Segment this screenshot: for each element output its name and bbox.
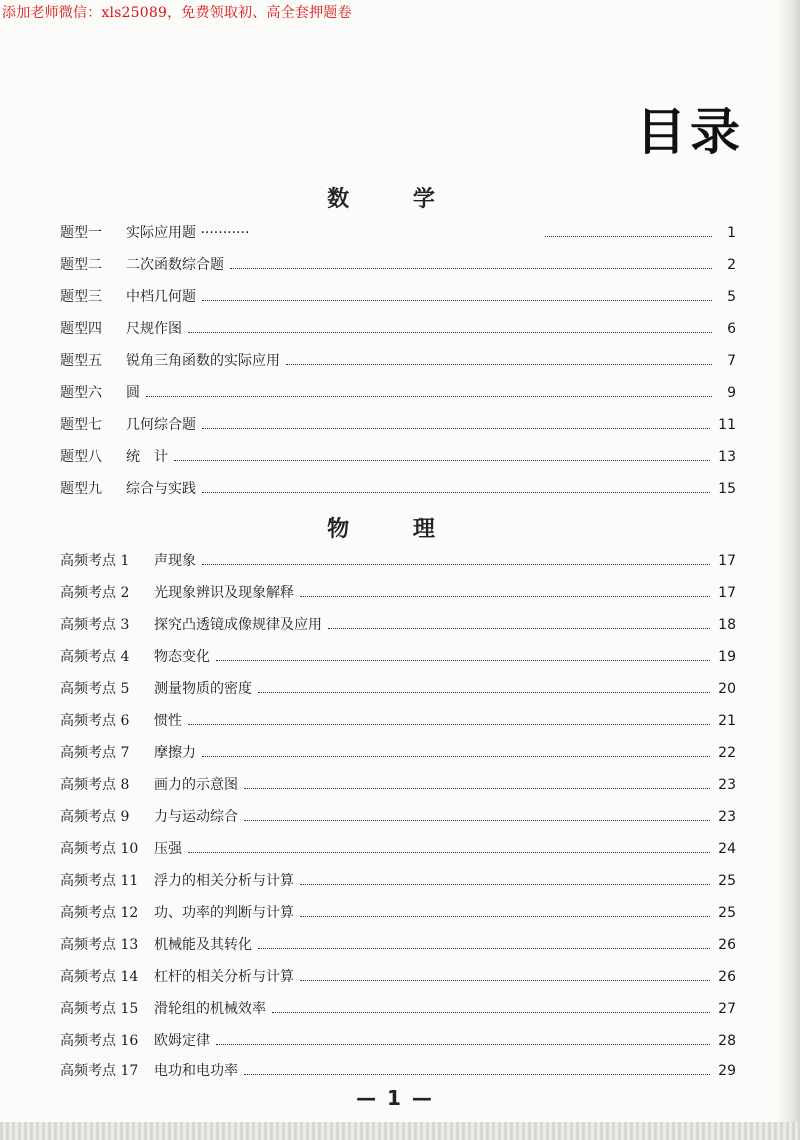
toc-entry-page: 17 [718,585,736,601]
toc-entry-page: 21 [718,713,736,729]
toc-entry-title: 力与运动综合 [154,809,238,825]
toc-entry-title: 尺规作图 [126,321,182,337]
toc-entry-title: 机械能及其转化 [154,937,252,953]
toc-entry-title: 惯性 [154,713,182,729]
dot-leader [174,460,710,461]
toc-entry-page: 25 [718,905,736,921]
toc-entry-page: 27 [718,1001,736,1017]
toc-entry-label: 高频考点 11 [60,873,139,889]
toc-entry-label: 高频考点 15 [60,1001,139,1017]
toc-entry-page: 18 [718,617,736,633]
toc-entry-page: 23 [718,809,736,825]
toc-entry[interactable] [60,870,736,894]
toc-entry-title: 功、功率的判断与计算 [154,905,294,921]
toc-entry[interactable] [60,966,736,990]
toc-entry-title: 中档几何题 [126,289,196,305]
dot-leader [244,788,710,789]
toc-entry-title: 声现象 [154,553,196,569]
dot-leader [202,564,710,565]
section-heading-math: 数 学 [327,187,463,212]
toc-entry-title: 压强 [154,841,182,857]
toc-entry-page: 5 [727,289,736,305]
toc-entry-title: 测量物质的密度 [154,681,252,697]
toc-entry-label: 高频考点 1 [60,553,130,569]
toc-entry-title: 圆 [126,385,140,401]
dot-leader [216,660,710,661]
toc-entry-label: 题型一 [60,225,102,241]
toc-entry[interactable] [60,318,736,342]
toc-entry[interactable] [60,934,736,958]
toc-entry-page: 9 [727,385,736,401]
toc-entry-page: 6 [727,321,736,337]
toc-entry-page: 11 [718,417,736,433]
dot-leader [202,300,712,301]
toc-entry-title: 几何综合题 [126,417,196,433]
toc-entry-label: 题型三 [60,289,102,305]
toc-entry-label: 高频考点 2 [60,585,130,601]
toc-entry-label: 高频考点 17 [60,1063,139,1079]
dot-leader [188,332,712,333]
toc-entry-title: 综合与实践 [126,481,196,497]
toc-entry-title: 实际应用题 ··········· [126,225,250,241]
toc-entry-title: 光现象辨识及现象解释 [154,585,294,601]
toc-entry-title: 浮力的相关分析与计算 [154,873,294,889]
dot-leader [188,852,710,853]
toc-entry-page: 24 [718,841,736,857]
toc-entry[interactable] [60,742,736,766]
scan-edge-right [778,0,800,1140]
toc-entry[interactable] [60,710,736,734]
toc-entry-title: 杠杆的相关分析与计算 [154,969,294,985]
toc-entry-label: 高频考点 13 [60,937,139,953]
dot-leader [286,364,712,365]
dot-leader [230,268,712,269]
toc-entry[interactable] [60,838,736,862]
toc-entry-title: 摩擦力 [154,745,196,761]
toc-entry-page: 23 [718,777,736,793]
dot-leader [146,396,712,397]
toc-entry-title: 欧姆定律 [154,1033,210,1049]
dot-leader [188,724,710,725]
dot-leader [244,820,710,821]
toc-entry-label: 高频考点 4 [60,649,130,665]
toc-entry[interactable] [60,1060,736,1084]
toc-entry[interactable] [60,254,736,278]
dot-leader [328,628,710,629]
dot-leader [202,428,710,429]
toc-entry-page: 17 [718,553,736,569]
page-title: 目录 [636,103,744,161]
toc-entry[interactable] [60,222,736,246]
toc-entry-title: 锐角三角函数的实际应用 [126,353,280,369]
toc-entry-title: 物态变化 [154,649,210,665]
dot-leader [202,492,710,493]
toc-entry-label: 高频考点 6 [60,713,130,729]
toc-entry-page: 26 [718,969,736,985]
toc-entry-label: 题型二 [60,257,102,273]
toc-entry-label: 高频考点 9 [60,809,130,825]
toc-entry-label: 高频考点 12 [60,905,139,921]
toc-entry-title: 滑轮组的机械效率 [154,1001,266,1017]
toc-entry[interactable] [60,614,736,638]
toc-entry[interactable] [60,446,736,470]
toc-entry-page: 19 [718,649,736,665]
dot-leader [300,980,710,981]
toc-entry-page: 29 [718,1063,736,1079]
toc-entry-page: 13 [718,449,736,465]
toc-entry-label: 题型九 [60,481,102,497]
toc-entry-label: 题型七 [60,417,102,433]
toc-entry-page: 22 [718,745,736,761]
toc-entry-label: 高频考点 8 [60,777,130,793]
toc-entry[interactable] [60,414,736,438]
toc-entry-label: 高频考点 16 [60,1033,139,1049]
page-number-footer: — 1 — [356,1086,434,1110]
toc-entry-page: 7 [727,353,736,369]
toc-entry-title: 画力的示意图 [154,777,238,793]
toc-entry[interactable] [60,902,736,926]
toc-entry-label: 题型六 [60,385,102,401]
toc-entry[interactable] [60,1030,736,1054]
toc-entry-page: 28 [718,1033,736,1049]
dot-leader [272,1012,710,1013]
toc-entry-title: 二次函数综合题 [126,257,224,273]
toc-entry-label: 高频考点 5 [60,681,130,697]
dot-leader [244,1074,710,1075]
watermark-text: 添加老师微信：xls25089，免费领取初、高全套押题卷 [2,5,352,21]
toc-entry-label: 题型四 [60,321,102,337]
toc-entry-page: 25 [718,873,736,889]
toc-entry[interactable] [60,550,736,574]
toc-entry-label: 高频考点 7 [60,745,130,761]
toc-entry-page: 15 [718,481,736,497]
dot-leader [545,236,712,237]
toc-entry-label: 高频考点 10 [60,841,139,857]
dot-leader [300,916,710,917]
toc-entry-label: 高频考点 3 [60,617,130,633]
toc-entry-page: 2 [727,257,736,273]
dot-leader [258,692,710,693]
toc-entry-page: 26 [718,937,736,953]
toc-entry-label: 高频考点 14 [60,969,139,985]
section-heading-physics: 物 理 [327,517,463,542]
toc-entry[interactable] [60,806,736,830]
toc-entry-title: 探究凸透镜成像规律及应用 [154,617,322,633]
dot-leader [300,884,710,885]
toc-entry-page: 20 [718,681,736,697]
toc-entry[interactable] [60,646,736,670]
toc-entry[interactable] [60,350,736,374]
toc-entry[interactable] [60,582,736,606]
dot-leader [216,1044,710,1045]
toc-entry[interactable] [60,998,736,1022]
toc-entry[interactable] [60,382,736,406]
toc-entry-label: 题型五 [60,353,102,369]
toc-entry[interactable] [60,678,736,702]
toc-entry[interactable] [60,286,736,310]
toc-entry-page: 1 [727,225,736,241]
toc-entry-title: 统 计 [126,449,168,465]
toc-entry-label: 题型八 [60,449,102,465]
scan-edge-bottom [0,1122,800,1140]
dot-leader [258,948,710,949]
dot-leader [202,756,710,757]
toc-entry[interactable] [60,478,736,502]
dot-leader [300,596,710,597]
toc-entry-title: 电功和电功率 [154,1063,238,1079]
toc-entry[interactable] [60,774,736,798]
